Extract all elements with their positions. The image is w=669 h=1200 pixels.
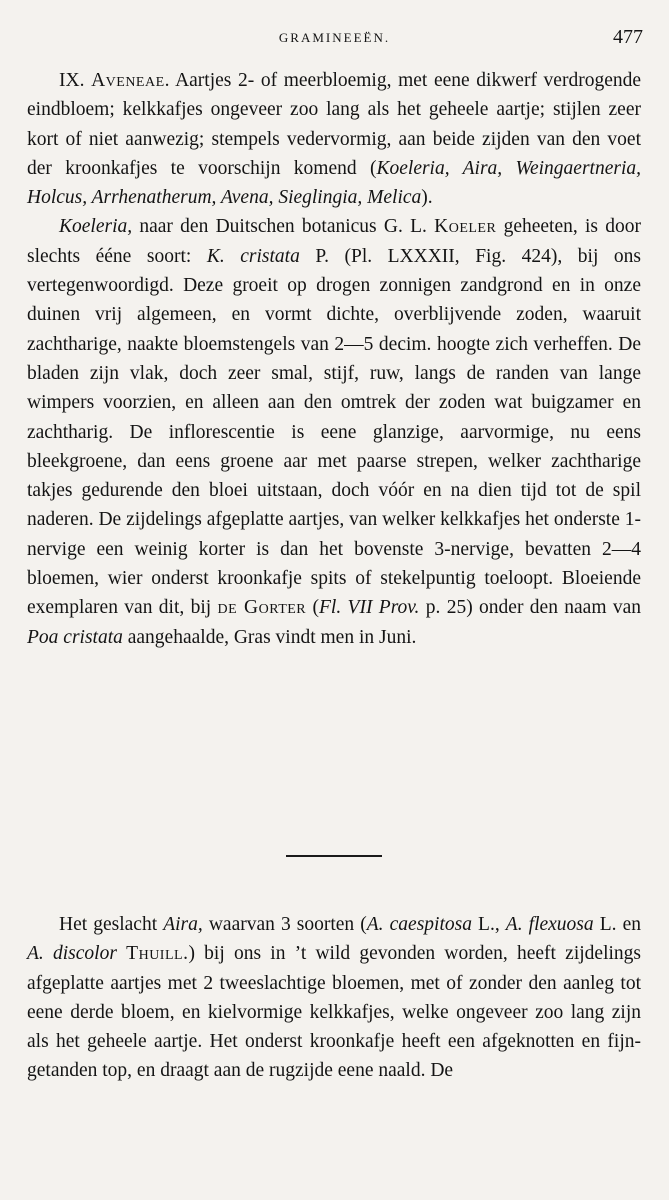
italic-text: Poa cristata — [27, 626, 123, 648]
text-block-aveneae — [27, 66, 641, 652]
italic-text: A. caespitosa — [366, 914, 472, 935]
paragraph-koeleria — [27, 212, 641, 651]
italic-text: A. discolor — [27, 943, 117, 965]
text-run: waarvan 3 soorten ( — [202, 914, 367, 935]
text-run: L. en — [593, 914, 641, 935]
italic-text: Koeleria, Aira, Weingaertneria, Holcus, Arrhenatherum, Avena, Sieglingia, Melica — [27, 157, 641, 209]
italic-text: A. flexuosa — [505, 914, 594, 935]
text-run: naar den Duitschen botanicus G. L. — [132, 216, 435, 238]
text-run — [117, 943, 126, 964]
running-head: GRAMINEEËN. — [278, 30, 391, 45]
text-run: geheeten, is door slechts ééne soort: — [27, 216, 641, 267]
section-divider — [286, 855, 382, 857]
italic-text: Koeleria, — [59, 216, 133, 238]
paragraph-aira — [27, 910, 641, 1086]
text-run: . Aartjes 2- of meerbloemig, met eene dikwerf verdrogende eindbloem; kelkkafjes ongeveer zoo lang als het geheele aartje; stijlen zeer kort of niet aanwezig; stempels vedervormig, aan beide zijden van den voet der kroonkafjes te voorschijn komend ( — [27, 70, 642, 179]
text-run: P. (Pl. LXXXII, Fig. 424), bij ons vertegenwoordigd. Deze groeit op drogen zonnigen zandgrond en in onze duinen vrij algemeen, en vormt dichte, overblijvende zoden, waaruit zachtharige, naakte bloemstengels van 2—5 decim. hoogte zich verheffen. De bladen zijn vlak, doch zeer smal, stijf, ruw, langs de randen van lange wimpers voorzien, en alleen aan den omtrek der zoden wat buigzamer en zachtharig. De inflorescentie is eene glanzige, aarvormige, nu eens bleekgroene, dan eens groene aar met paarse strepen, welker zachtharige takjes gedurende den bloei uitstaan, doch vóór en na dien tijd tot de spil naderen. De zijdelings afgeplatte aartjes, van welker kelkkafjes het onderste 1-nervige een weinig korter is dan het bovenste 3-nervige, bevatten 2—4 bloemen, wier onderst kroonkafje spits of stekelpuntig toeloopt. Bloeiende exemplaren van dit, bij — [27, 245, 641, 619]
text-run: Het geslacht — [59, 914, 164, 935]
italic-text: Fl. VII Prov. — [319, 597, 420, 619]
small-caps-text: Aveneae — [91, 70, 165, 91]
italic-text: Aira, — [163, 914, 203, 935]
text-run: p. 25) onder den naam van — [419, 597, 642, 619]
text-run: ( — [306, 597, 319, 619]
small-caps-text: Koeler — [434, 216, 497, 238]
italic-text: K. cristata — [206, 245, 300, 267]
text-run: IX. — [59, 70, 92, 91]
small-caps-text: Thuill. — [126, 943, 189, 965]
text-run: ). — [421, 187, 433, 209]
paragraph-aveneae — [27, 66, 641, 212]
page-number: 477 — [613, 26, 643, 48]
text-block-aira — [27, 910, 641, 1086]
text-run: L., — [471, 914, 506, 935]
text-run: ) bij ons in ’t wild gevonden worden, heeft zijdelings afgeplatte aartjes met 2 tweeslachtige bloemen, met of zonder den aanleg tot eene derde bloem, en kielvormige kelkkafjes, welke ongeveer zoo lang zijn als het geheele aartje. Het onderst kroonkafje heeft een afgeknotten en fijn-getanden top, en draagt aan de rugzijde eene naald. De — [27, 943, 641, 1082]
small-caps-text: de Gorter — [217, 597, 307, 619]
text-run: aangehaalde, Gras vindt men in Juni. — [122, 626, 417, 648]
page-header — [0, 28, 669, 58]
